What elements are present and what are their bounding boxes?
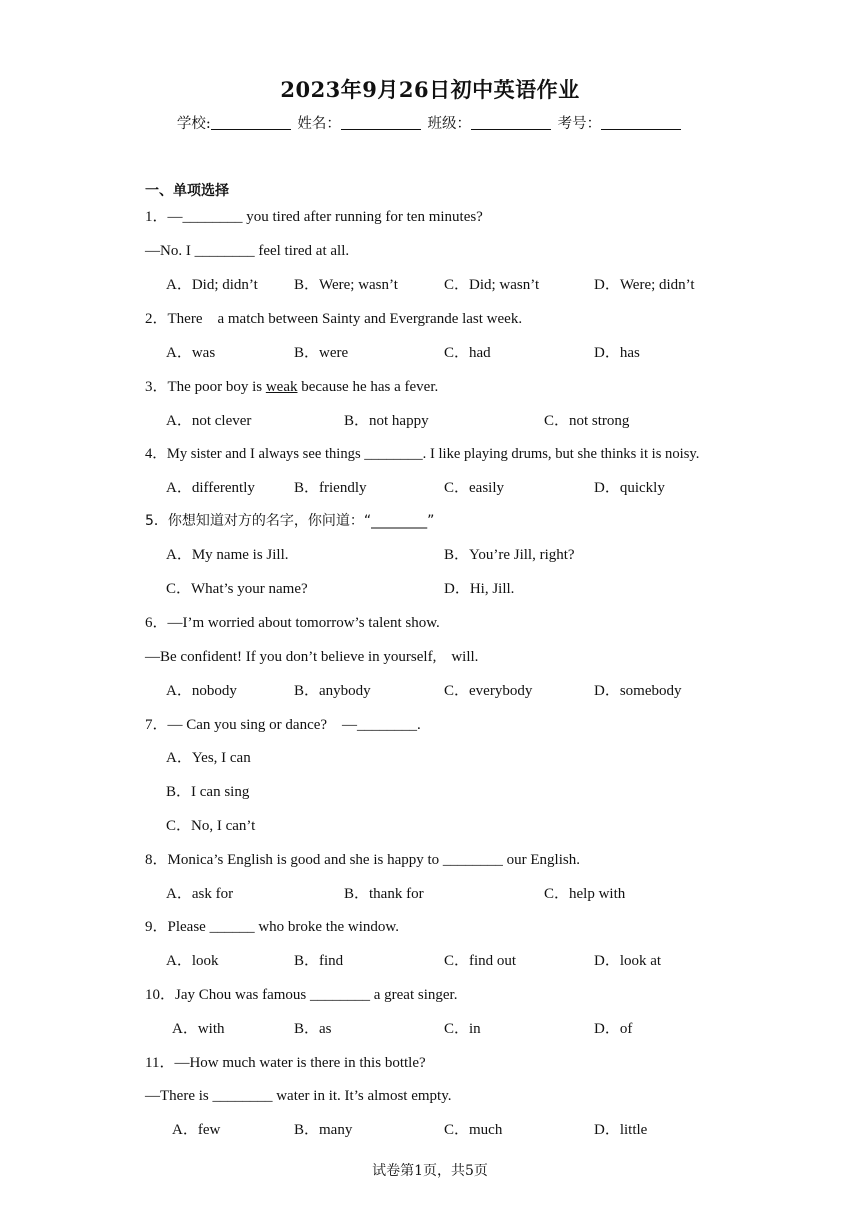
question-5-option-a: A．My name is Jill. [166, 547, 289, 563]
question-11-option-c: C．much [444, 1122, 503, 1138]
question-1-option-c: C．Did; wasn’t [444, 277, 540, 293]
question-6-option-a: A．nobody [166, 683, 237, 699]
question-7-option-a: A．Yes, I can [166, 750, 251, 766]
question-1-response: —No. I ________ feel tired at all. [145, 243, 350, 259]
question-7-option-b: B．I can sing [166, 784, 250, 800]
question-2-option-c: C．had [444, 345, 491, 361]
question-10-stem: 10．Jay Chou was famous ________ a great singer. [145, 987, 458, 1003]
question-10-option-c: C．in [444, 1021, 481, 1037]
question-8-option-c: C．help with [544, 886, 626, 902]
question-2-stem: 2．There a match between Sainty and Evergrande last week. [145, 311, 523, 327]
question-3-stem [145, 377, 438, 397]
exam-no-label: 考号： [557, 116, 602, 132]
question-11-option-b: B．many [294, 1122, 353, 1138]
question-9-option-c: C．find out [444, 953, 517, 969]
question-8-stem: 8．Monica’s English is good and she is happy to ________ our English. [145, 852, 580, 868]
question-2-option-a: A．was [166, 345, 216, 361]
question-1-option-b: B．Were; wasn’t [294, 277, 398, 293]
question-5-stem: 5．你想知道对方的名字，你问道：“________” [145, 513, 435, 529]
question-10-option-d: D．of [594, 1021, 633, 1037]
question-3-option-b: B．not happy [344, 413, 429, 429]
question-1-stem: 1．—________ you tired after running for ten minutes? [145, 209, 483, 225]
question-9-stem: 9．Please ______ who broke the window. [145, 919, 399, 935]
exam-no-blank [601, 115, 681, 130]
question-9-option-d: D．look at [594, 953, 662, 969]
question-5-option-b: B．You’re Jill, right? [444, 547, 575, 563]
question-11-response: —There is ________ water in it. It’s almost empty. [145, 1088, 452, 1104]
question-3-stem-start: 3．The poor boy is [145, 379, 266, 395]
name-blank [341, 115, 421, 130]
question-4-option-c: C．easily [444, 480, 504, 496]
question-4-option-a: A．differently [166, 480, 255, 496]
page-title: 2023年9月26日初中英语作业 [280, 77, 580, 102]
question-8-option-a: A．ask for [166, 886, 234, 902]
question-3-option-c: C．not strong [544, 413, 630, 429]
question-2-option-b: B．were [294, 345, 349, 361]
class-blank [471, 115, 551, 130]
question-6-option-c: C．everybody [444, 683, 533, 699]
question-6-stem: 6．—I’m worried about tomorrow’s talent show. [145, 615, 440, 631]
question-9-option-b: B．find [294, 953, 344, 969]
student-info-line [0, 112, 860, 133]
class-label: 班级： [427, 116, 471, 132]
page-footer: 试卷第1页，共5页 [372, 1163, 488, 1179]
question-1-option-a: A．Did; didn’t [166, 277, 258, 293]
question-4-option-d: D．quickly [594, 480, 665, 496]
question-11-option-a: A．few [172, 1122, 221, 1138]
question-8-option-b: B．thank for [344, 886, 424, 902]
question-6-option-d: D．somebody [594, 683, 682, 699]
question-6-response: —Be confident! If you don’t believe in yourself, will. [145, 649, 479, 665]
question-4-option-b: B．friendly [294, 480, 367, 496]
question-11-option-d: D．little [594, 1122, 648, 1138]
question-4-stem: 4．My sister and I always see things ________. I like playing drums, but she thinks it is noisy. [145, 446, 700, 462]
question-3-option-a: A．not clever [166, 413, 252, 429]
question-5-option-d: D．Hi, Jill. [444, 581, 515, 597]
question-6-option-b: B．anybody [294, 683, 371, 699]
question-1-option-d: D．Were; didn’t [594, 277, 695, 293]
question-11-stem: 11．—How much water is there in this bottle? [145, 1055, 426, 1071]
question-3-stem-end: because he has a fever. [297, 379, 439, 395]
question-2-option-d: D．has [594, 345, 640, 361]
name-label: 姓名： [297, 116, 341, 132]
school-label: 学校: [176, 116, 211, 132]
question-9-option-a: A．look [166, 953, 219, 969]
question-3-underlined-word: weak [265, 379, 298, 395]
question-5-option-c: C．What’s your name? [166, 581, 308, 597]
question-10-option-b: B．as [294, 1021, 332, 1037]
question-7-option-c: C．No, I can’t [166, 818, 256, 834]
school-blank [211, 115, 291, 130]
section-title: 一、单项选择 [145, 183, 229, 199]
question-10-option-a: A．with [172, 1021, 225, 1037]
question-7-stem: 7．— Can you sing or dance? —________. [145, 717, 421, 733]
